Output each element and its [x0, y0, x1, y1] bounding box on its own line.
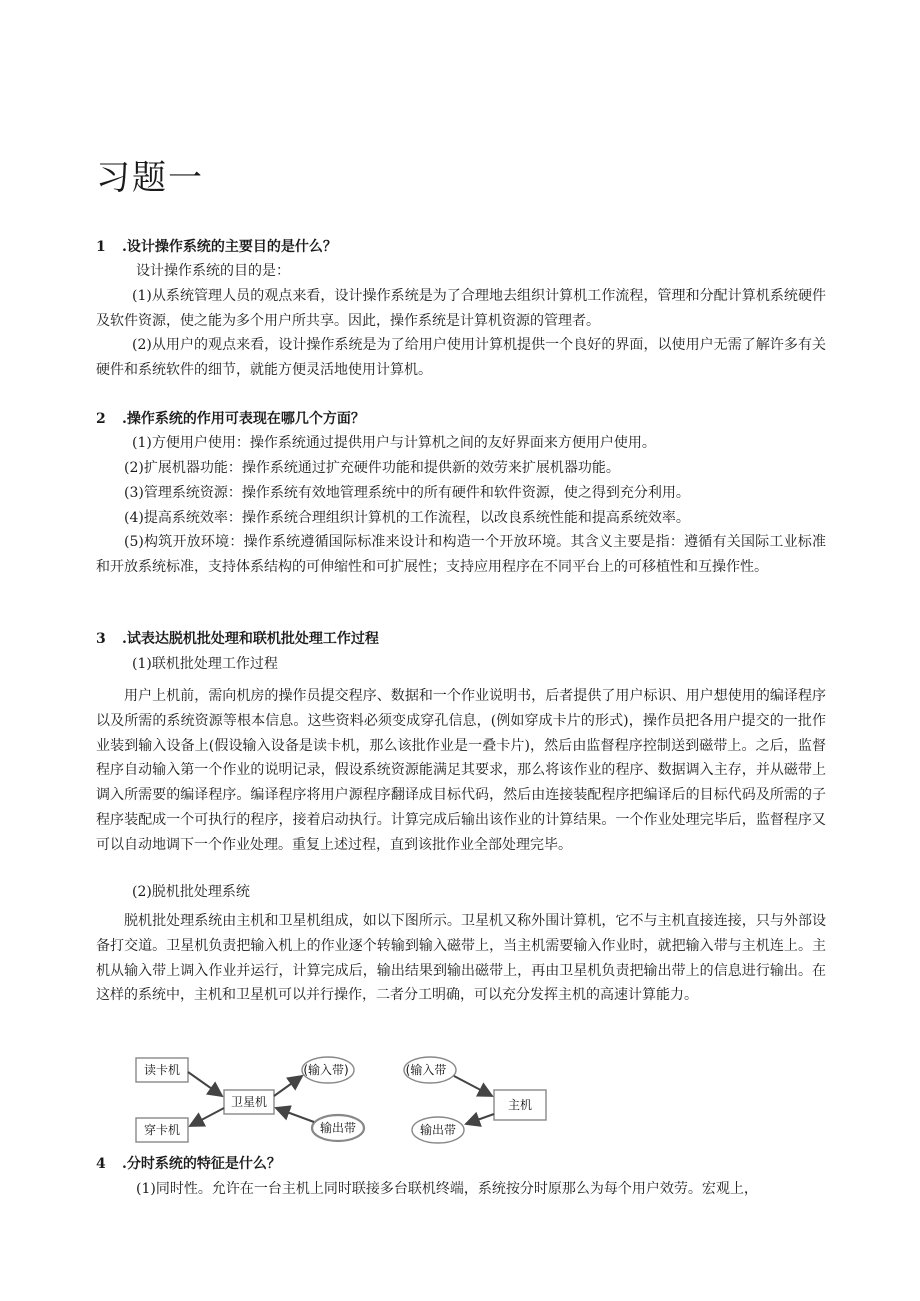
card-reader-label: 读卡机	[143, 1063, 181, 1077]
input-tape-a-label: (输入带)	[303, 1063, 349, 1077]
output-tape-a-label: 输出带	[319, 1121, 357, 1135]
q2-item-3: (3)管理系统资源：操作系统有效地管理系统中的所有硬件和软件资源，使之得到充分利用。	[124, 485, 690, 501]
q3-subheading-2: (2)脱机批处理系统	[132, 884, 250, 900]
question-number: 2	[96, 411, 106, 427]
q2-item-5: (5)构筑开放环境：操作系统遵循国际标准来设计和构造一个开放环境。其含义主要是指：遵循有关国际工业标准和开放系统标准，支持体系结构的可伸缩性和可扩展性；支持应用程序在不同平台上的可移植性和互操作性。	[96, 534, 826, 575]
arrow-reader-to-satellite	[188, 1072, 222, 1096]
q3-paragraph-2: 脱机批处理系统由主机和卫星机组成，如以下图所示。卫星机又称外围计算机，它不与主机直接连接，只与外部设备打交道。卫星机负责把输入机上的作业逐个转输到输入磁带上，当主机需要输入作业时，就把输入带与主机连上。主机从输入带上调入作业并运行，计算完成后，输出结果到输出磁带上，再由卫星机负责把输出带上的信息进行输出。在这样的系统中，主机和卫星机可以并行操作，二者分工明确，可以充分发挥主机的高速计算能力。	[96, 913, 826, 1004]
card-punch-label: 穿卡机	[143, 1123, 181, 1137]
q4-paragraph-1: (1)同时性。允许在一台主机上同时联接多台联机终端，系统按分时原那么为每个用户效劳。宏观上，	[136, 1181, 758, 1197]
question-2-heading	[96, 408, 365, 428]
page-title: 习题一	[96, 158, 204, 198]
q2-item-1: (1)方便用户使用：操作系统通过提供用户与计算机之间的友好界面来方便用户使用。	[132, 435, 656, 451]
satellite-label: 卫星机	[230, 1095, 268, 1109]
q2-item-4: (4)提高系统效率：操作系统合理组织计算机的工作流程，以改良系统性能和提高系统效率。	[124, 510, 690, 526]
question-title: .试表达脱机批处理和联机批处理工作过程	[122, 631, 379, 647]
offline-batch-diagram	[120, 1044, 560, 1150]
question-title: .设计操作系统的主要目的是什么？	[122, 239, 337, 255]
q1-paragraph-2: (2)从用户的观点来看，设计操作系统是为了给用户使用计算机提供一个良好的界面，以使用户无需了解许多有关硬件和系统软件的细节，就能方便灵活地使用计算机。	[96, 337, 826, 378]
host-label: 主机	[507, 1098, 533, 1112]
q3-subheading-1: (1)联机批处理工作过程	[132, 656, 278, 672]
arrow-satellite-to-input-tape	[274, 1076, 302, 1096]
arrow-host-to-output-tape	[466, 1114, 494, 1124]
arrow-satellite-to-punch	[190, 1108, 224, 1126]
arrow-input-tape-to-host	[454, 1076, 492, 1096]
question-number: 3	[96, 631, 106, 647]
question-number: 1	[96, 239, 106, 255]
output-tape-b-label: 输出带	[419, 1123, 457, 1137]
q1-intro: 设计操作系统的目的是：	[136, 263, 290, 279]
question-number: 4	[96, 1156, 106, 1172]
q2-item-2: (2)扩展机器功能：操作系统通过扩充硬件功能和提供新的效劳来扩展机器功能。	[124, 460, 620, 476]
arrow-output-tape-to-satellite	[276, 1108, 314, 1122]
q1-paragraph-1: (1)从系统管理人员的观点来看，设计操作系统是为了合理地去组织计算机工作流程，管理和分配计算机系统硬件及软件资源，使之能为多个用户所共享。因此，操作系统是计算机资源的管理者。	[96, 288, 826, 329]
question-3-heading	[96, 628, 379, 648]
question-title: .操作系统的作用可表现在哪几个方面？	[122, 411, 365, 427]
question-1-heading	[96, 236, 337, 256]
input-tape-b-label: (输入带	[405, 1063, 447, 1077]
q3-paragraph-1: 用户上机前，需向机房的操作员提交程序、数据和一个作业说明书，后者提供了用户标识、用户想使用的编译程序以及所需的系统资源等根本信息。这些资料必须变成穿孔信息，(例如穿成卡片的形式)，操作员把各用户提交的一批作业装到输入设备上(假设输入设备是读卡机，那么该批作业是一叠卡片)，然后由监督程序控制送到磁带上。之后，监督程序自动输入第一个作业的说明记录，假设系统资源能满足其要求，那么将该作业的程序、数据调入主存，并从磁带上调入所需要的编译程序。编译程序将用户源程序翻译成目标代码，然后由连接装配程序把编译后的目标代码及所需的子程序装配成一个可执行的程序，接着启动执行。计算完成后输出该作业的计算结果。一个作业处理完毕后，监督程序又可以自动地调下一个作业处理。重复上述过程，直到该批作业全部处理完毕。	[96, 688, 826, 853]
question-4-heading	[96, 1153, 281, 1173]
question-title: .分时系统的特征是什么？	[122, 1156, 281, 1172]
